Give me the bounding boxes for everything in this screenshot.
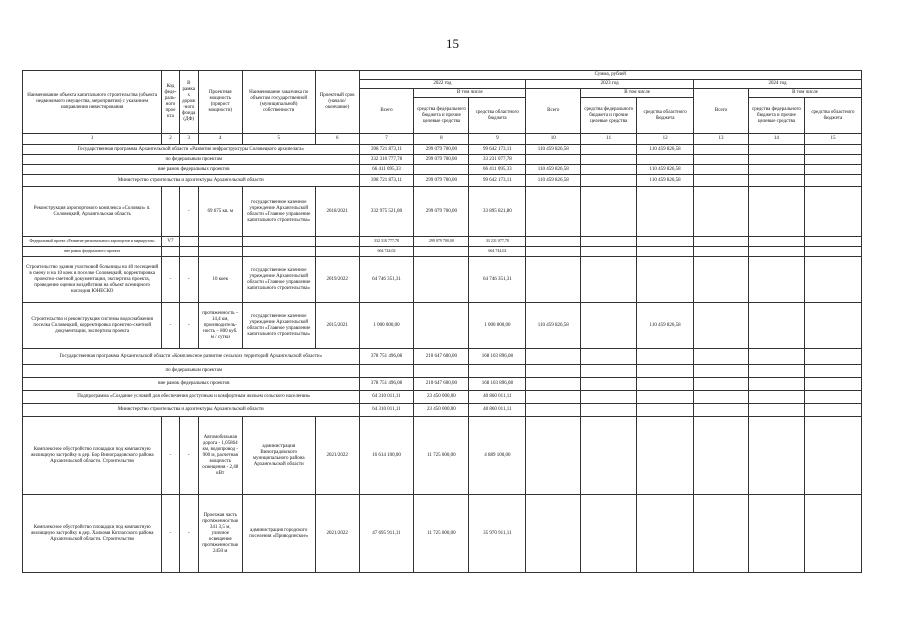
row-power [198, 237, 242, 247]
header-regional-2023: средства областного бюджета [637, 98, 694, 134]
cell-regional-2023 [637, 257, 694, 303]
header-federal-2022: средства федерального бюджета и прочие целевые средства [414, 98, 469, 134]
cell-regional-2024 [804, 237, 861, 247]
cell-total-2024 [694, 165, 749, 175]
cell-total-2022: 66 411 095,33 [359, 165, 414, 175]
table-row [23, 417, 862, 495]
column-number: 6 [315, 134, 359, 145]
cell-regional-2023: 110 459 826,58 [637, 165, 694, 175]
row-name: по федеральным проектам [23, 155, 360, 165]
row-kod [162, 247, 179, 257]
cell-total-2022 [359, 365, 414, 378]
cell-regional-2024 [804, 404, 861, 417]
cell-federal-2023 [581, 349, 637, 365]
row-kod: - [162, 417, 179, 495]
row-name: по федеральным проектам [23, 365, 360, 378]
column-number-row [23, 134, 862, 145]
row-term: 2015/2021 [315, 303, 359, 349]
row-kod: - [162, 303, 179, 349]
budget-table [22, 70, 862, 573]
row-name: Государственная программа Архангельской области «Комплексное развитие сельских территорий Архангельской области» [23, 349, 360, 365]
cell-total-2022: 398 721 873,11 [359, 175, 414, 187]
cell-total-2022: 332 310 777,78 [359, 237, 414, 247]
cell-total-2022: 664 744,02 [359, 247, 414, 257]
cell-federal-2022 [414, 247, 469, 257]
cell-federal-2023 [581, 175, 637, 187]
row-kod: - [162, 257, 179, 303]
cell-regional-2022 [469, 365, 526, 378]
cell-regional-2023 [637, 391, 694, 404]
header-kod: Код феде-раль-ного проекта [162, 71, 179, 134]
cell-regional-2022: 1 000 000,00 [469, 303, 526, 349]
row-power: протяженность – 14,4 км, производитель-ность – 800 куб. м / сутки [198, 303, 242, 349]
cell-total-2023: 110 459 826,58 [526, 303, 581, 349]
row-df: - [179, 187, 198, 237]
table-header [23, 71, 862, 145]
cell-federal-2022 [414, 257, 469, 303]
row-name: Комплексное обустройство площадки под компактную жилищную застройку в дер. Халкомя Котласского района Архангельской области. Строительство [23, 495, 162, 573]
cell-regional-2022: 33 231 077,78 [469, 237, 526, 247]
header-federal-2023: средства федерального бюджета и прочие целевые средства [581, 98, 637, 134]
cell-total-2022: 398 721 873,11 [359, 145, 414, 155]
row-term [315, 237, 359, 247]
row-customer [242, 247, 315, 257]
cell-federal-2022: 299 079 700,00 [414, 237, 469, 247]
cell-regional-2022: 664 744,02 [469, 247, 526, 257]
header-sum: Сумма, рублей [359, 71, 861, 80]
row-kod: V7 [162, 237, 179, 247]
cell-federal-2022: 11 725 000,00 [414, 495, 469, 573]
column-number: 11 [581, 134, 637, 145]
row-name: вне рамок федерального проекта [23, 247, 162, 257]
header-year-2022: 2022 год [359, 80, 526, 89]
cell-federal-2022: 299 079 700,00 [414, 155, 469, 165]
row-power: Проезжая часть протяженностью 341 3,5 м, уличное освещение протяженностью 2450 м [198, 495, 242, 573]
cell-federal-2022: 23 450 000,00 [414, 391, 469, 404]
cell-regional-2024 [804, 155, 861, 165]
header-vsego-2023: Всего [526, 89, 581, 134]
row-name: Федеральный проект «Развитие регионального аэропортов и маршрутов» [23, 237, 162, 247]
column-number: 4 [198, 134, 242, 145]
row-name: Министерство строительства и архитектуры Архангельской области [23, 175, 360, 187]
cell-federal-2024 [748, 237, 804, 247]
cell-regional-2022: 40 860 011,11 [469, 391, 526, 404]
cell-total-2024 [694, 187, 749, 237]
cell-regional-2022: 168 103 896,08 [469, 378, 526, 391]
header-federal-2024: средства федерального бюджета и прочие целевые средства [748, 98, 804, 134]
table-row [23, 349, 862, 365]
cell-total-2022: 378 751 496,08 [359, 349, 414, 365]
cell-regional-2023 [637, 378, 694, 391]
row-customer: государственное казенное учреждение Архангельской области «Главное управление капитального строительства» [242, 303, 315, 349]
column-number: 5 [242, 134, 315, 145]
cell-regional-2022: 4 889 100,00 [469, 417, 526, 495]
header-year-2023: 2023 год [526, 80, 694, 89]
cell-federal-2023 [581, 303, 637, 349]
column-number: 10 [526, 134, 581, 145]
cell-federal-2023 [581, 247, 637, 257]
cell-federal-2022: 210 647 600,00 [414, 378, 469, 391]
header-incl-2022: В том числе [414, 89, 526, 98]
cell-regional-2024 [804, 365, 861, 378]
column-number: 14 [748, 134, 804, 145]
row-df: - [179, 417, 198, 495]
cell-regional-2023: 110 459 826,58 [637, 303, 694, 349]
cell-total-2022: 16 614 100,00 [359, 417, 414, 495]
cell-total-2024 [694, 417, 749, 495]
cell-total-2023 [526, 404, 581, 417]
cell-regional-2023 [637, 349, 694, 365]
cell-federal-2024 [748, 257, 804, 303]
cell-federal-2024 [748, 187, 804, 237]
cell-total-2024 [694, 378, 749, 391]
cell-total-2024 [694, 303, 749, 349]
cell-regional-2023 [637, 155, 694, 165]
header-term: Проектный срок (начало/ окончание) [315, 71, 359, 134]
cell-total-2022: 47 695 911,11 [359, 495, 414, 573]
header-incl-2024: В том числе [748, 89, 861, 98]
cell-total-2022: 378 751 496,08 [359, 378, 414, 391]
cell-federal-2024 [748, 417, 804, 495]
header-vsego-2022: Всего [359, 89, 414, 134]
row-name: Комплексное обустройство площадки под компактную жилищную застройку в дер. Бор Виноградовского района Архангельской области. Строительство [23, 417, 162, 495]
cell-total-2023 [526, 349, 581, 365]
row-name: Подпрограмма «Создание условий для обеспечения доступным и комфортным жильем сельского населения» [23, 391, 360, 404]
header-power: Проектная мощность (прирост мощности) [198, 71, 242, 134]
cell-total-2023 [526, 237, 581, 247]
cell-regional-2022: 33 231 077,78 [469, 155, 526, 165]
column-number: 3 [179, 134, 198, 145]
cell-regional-2024 [804, 145, 861, 155]
cell-federal-2023 [581, 257, 637, 303]
row-name: вне рамок федеральных проектов [23, 378, 360, 391]
cell-total-2023 [526, 365, 581, 378]
cell-federal-2022: 299 079 700,00 [414, 187, 469, 237]
table-row [23, 404, 862, 417]
cell-federal-2024 [748, 175, 804, 187]
header-regional-2024: средства областного бюджета [804, 98, 861, 134]
cell-regional-2023 [637, 404, 694, 417]
row-kod [162, 187, 179, 237]
cell-total-2024 [694, 365, 749, 378]
header-razdel: В рамках дорож-ного фонда (ДФ) [179, 71, 198, 134]
table-row [23, 237, 862, 247]
cell-federal-2024 [748, 145, 804, 155]
header-customer: Наименование заказчика по объектам государственной (муниципальной) собственности [242, 71, 315, 134]
cell-federal-2023 [581, 155, 637, 165]
row-customer [242, 237, 315, 247]
row-customer: государственное казенное учреждение Архангельской области «Главное управление капитального строительства» [242, 187, 315, 237]
cell-federal-2024 [748, 247, 804, 257]
cell-total-2023 [526, 155, 581, 165]
row-df: - [179, 495, 198, 573]
row-name: Реконструкция аэропортового комплекса «Соловки» п. Соловецкий, Архангельская область [23, 187, 162, 237]
cell-federal-2024 [748, 303, 804, 349]
cell-total-2022: 332 310 777,78 [359, 155, 414, 165]
header-regional-2022: средства областного бюджета [469, 98, 526, 134]
cell-regional-2023 [637, 495, 694, 573]
cell-federal-2022 [414, 165, 469, 175]
cell-total-2024 [694, 155, 749, 165]
row-customer: администрация городского поселения «Приводинское» [242, 495, 315, 573]
column-number: 8 [414, 134, 469, 145]
row-term: 2019/2022 [315, 257, 359, 303]
cell-federal-2022: 299 079 700,00 [414, 145, 469, 155]
cell-regional-2023 [637, 365, 694, 378]
column-number: 15 [804, 134, 861, 145]
cell-regional-2024 [804, 417, 861, 495]
header-incl-2023: В том числе [581, 89, 694, 98]
cell-total-2024 [694, 404, 749, 417]
table-row [23, 145, 862, 155]
cell-total-2022: 64 310 011,11 [359, 404, 414, 417]
cell-regional-2022: 168 103 896,08 [469, 349, 526, 365]
cell-federal-2023 [581, 404, 637, 417]
table-row [23, 187, 862, 237]
header-vsego-2024: Всего [694, 89, 749, 134]
cell-regional-2024 [804, 187, 861, 237]
cell-regional-2024 [804, 257, 861, 303]
row-customer: государственное казенное учреждение Архангельской области «Главное управление капитального строительства» [242, 257, 315, 303]
row-name: вне рамок федеральных проектов [23, 165, 360, 175]
cell-total-2022: 64 746 351,31 [359, 257, 414, 303]
cell-federal-2023 [581, 495, 637, 573]
table-row [23, 247, 862, 257]
cell-federal-2023 [581, 391, 637, 404]
cell-regional-2022: 66 411 095,33 [469, 165, 526, 175]
cell-total-2024 [694, 391, 749, 404]
row-df: - [179, 257, 198, 303]
cell-regional-2024 [804, 349, 861, 365]
table-body [23, 145, 862, 573]
cell-federal-2023 [581, 365, 637, 378]
cell-regional-2022: 40 860 011,11 [469, 404, 526, 417]
cell-federal-2022: 11 725 000,00 [414, 417, 469, 495]
cell-total-2023: 110 459 826,58 [526, 175, 581, 187]
cell-regional-2024 [804, 378, 861, 391]
cell-total-2024 [694, 349, 749, 365]
cell-federal-2022 [414, 303, 469, 349]
cell-federal-2023 [581, 378, 637, 391]
table-row [23, 365, 862, 378]
row-df [179, 237, 198, 247]
row-kod: - [162, 495, 179, 573]
cell-total-2024 [694, 247, 749, 257]
cell-regional-2023: 110 459 826,58 [637, 145, 694, 155]
table-row [23, 495, 862, 573]
table-row [23, 378, 862, 391]
row-power: Автомобильная дорога - 1,05864 км, водопровод - 900 м, расчетная мощность освещения - 2,48 кВт [198, 417, 242, 495]
cell-federal-2024 [748, 155, 804, 165]
row-term: 2018/2021 [315, 187, 359, 237]
cell-regional-2024 [804, 175, 861, 187]
column-number: 9 [469, 134, 526, 145]
cell-regional-2024 [804, 495, 861, 573]
table-row [23, 257, 862, 303]
cell-federal-2024 [748, 404, 804, 417]
table-row [23, 165, 862, 175]
cell-regional-2022: 64 746 351,31 [469, 257, 526, 303]
cell-regional-2023 [637, 247, 694, 257]
row-name: Строительство и реконструкция системы водоснабжения поселка Соловецкий, корректировка проектно-сметной документации, экспертиза проекта [23, 303, 162, 349]
cell-federal-2024 [748, 349, 804, 365]
row-customer: администрация Виноградовского муниципального района Архангельской области [242, 417, 315, 495]
cell-federal-2023 [581, 237, 637, 247]
cell-federal-2024 [748, 391, 804, 404]
cell-regional-2022: 99 642 173,11 [469, 175, 526, 187]
cell-federal-2024 [748, 378, 804, 391]
cell-regional-2024 [804, 165, 861, 175]
row-name: Министерство строительства и архитектуры Архангельской области [23, 404, 360, 417]
row-term: 2021/2022 [315, 417, 359, 495]
header-name: Наименование объекта капитального строительства (объекта недвижимого имущества, мероприятия) с указанием направления инвестирования [23, 71, 162, 134]
page-number: 15 [446, 36, 459, 51]
table-row [23, 391, 862, 404]
row-df: - [179, 303, 198, 349]
column-number: 7 [359, 134, 414, 145]
header-year-2024: 2024 год [694, 80, 862, 89]
cell-federal-2024 [748, 495, 804, 573]
cell-total-2023 [526, 378, 581, 391]
row-term [315, 247, 359, 257]
row-power: 10 коек [198, 257, 242, 303]
cell-regional-2022: 35 970 911,11 [469, 495, 526, 573]
cell-total-2023 [526, 257, 581, 303]
table-row [23, 155, 862, 165]
cell-regional-2023: 110 459 826,58 [637, 175, 694, 187]
cell-regional-2022: 33 895 821,80 [469, 187, 526, 237]
row-name: Государственная программа Архангельской области «Развитие инфраструктуры Соловецкого архипелага» [23, 145, 360, 155]
cell-total-2024 [694, 237, 749, 247]
row-power [198, 247, 242, 257]
cell-federal-2024 [748, 165, 804, 175]
table-row [23, 175, 862, 187]
cell-total-2022: 64 310 011,11 [359, 391, 414, 404]
cell-federal-2022 [414, 365, 469, 378]
column-number: 12 [637, 134, 694, 145]
row-name: Строительство здания участковой больницы на 40 посещений в смену и на 10 коек в поселке Соловецкий, корректировка проектно-сметной документации, экспертиза проекта, проведение оценки воздействия на объект всемирного наследия ЮНЕСКО [23, 257, 162, 303]
cell-regional-2024 [804, 391, 861, 404]
cell-regional-2023 [637, 417, 694, 495]
cell-regional-2023 [637, 237, 694, 247]
cell-federal-2023 [581, 145, 637, 155]
cell-total-2023 [526, 495, 581, 573]
cell-total-2023: 110 459 826,58 [526, 165, 581, 175]
cell-federal-2023 [581, 417, 637, 495]
cell-regional-2022: 99 642 173,11 [469, 145, 526, 155]
cell-federal-2022: 210 647 600,00 [414, 349, 469, 365]
column-number: 2 [162, 134, 179, 145]
cell-federal-2022: 299 079 700,00 [414, 175, 469, 187]
row-term: 2021/2022 [315, 495, 359, 573]
cell-federal-2024 [748, 365, 804, 378]
cell-total-2023 [526, 391, 581, 404]
cell-regional-2024 [804, 247, 861, 257]
cell-total-2024 [694, 257, 749, 303]
cell-total-2023 [526, 417, 581, 495]
cell-regional-2023 [637, 187, 694, 237]
cell-total-2023 [526, 247, 581, 257]
cell-regional-2024 [804, 303, 861, 349]
cell-total-2023 [526, 187, 581, 237]
cell-total-2022: 1 000 000,00 [359, 303, 414, 349]
cell-federal-2022: 23 450 000,00 [414, 404, 469, 417]
cell-total-2024 [694, 495, 749, 573]
cell-total-2024 [694, 175, 749, 187]
cell-federal-2023 [581, 187, 637, 237]
cell-total-2024 [694, 145, 749, 155]
cell-total-2023: 110 459 826,58 [526, 145, 581, 155]
row-power: 69 675 кв. м [198, 187, 242, 237]
cell-federal-2023 [581, 165, 637, 175]
column-number: 1 [23, 134, 162, 145]
table-row [23, 303, 862, 349]
row-df [179, 247, 198, 257]
cell-total-2022: 332 975 521,80 [359, 187, 414, 237]
column-number: 13 [694, 134, 749, 145]
